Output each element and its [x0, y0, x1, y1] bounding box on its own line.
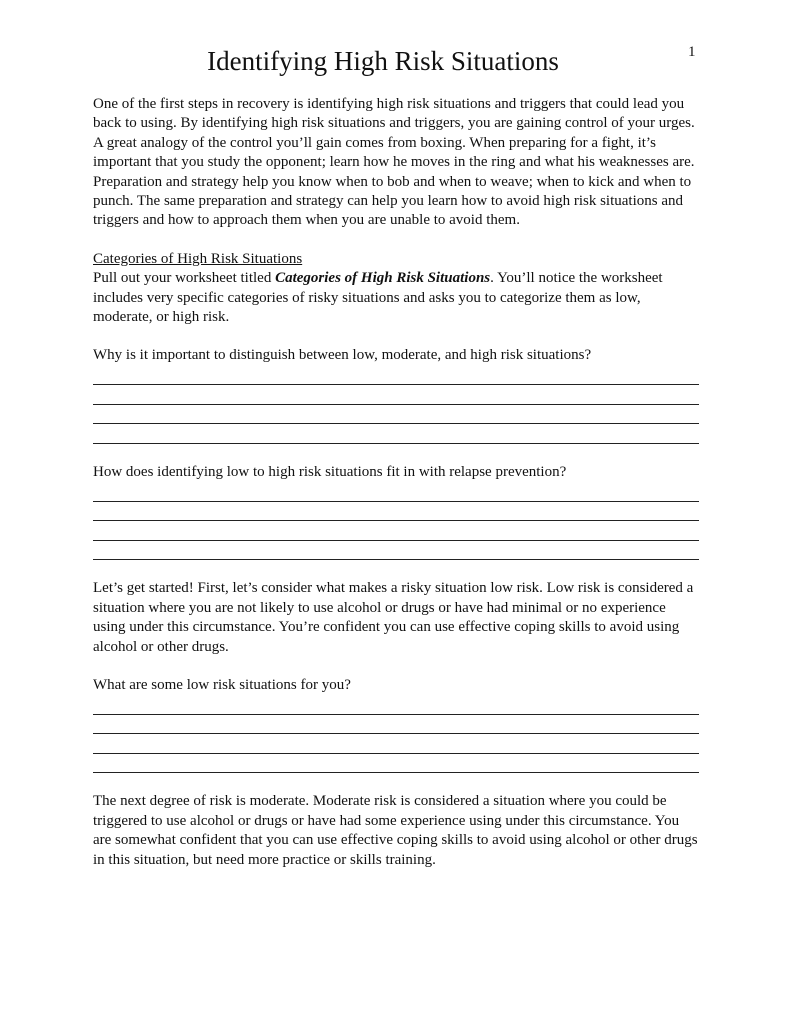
- intro-paragraph: One of the first steps in recovery is identifying high risk situations and triggers that could lead you back to using. By identifying high risk situations and triggers, you are gaining control of your urges. A great analogy of the control you’ll gain comes from boxing. When preparing for a fight, it’s important that you study the opponent; learn how he moves in the ring and what his weaknesses are. Preparation and strategy help you know when to bob and when to weave; when to kick and when to punch. The same preparation and strategy can help you learn how to avoid high risk situations and triggers and how to approach them when you are unable to avoid them.: [93, 96, 695, 229]
- categories-paragraph: [93, 269, 699, 327]
- moderate-risk-paragraph: The next degree of risk is moderate. Moderate risk is considered a situation where you could be triggered to use alcohol or drugs or have had some experience using under this circumstance. You are somewhat confident that you can use effective coping skills to avoid using alcohol or other drugs in this situation, but need more practice or skills training.: [93, 793, 698, 868]
- answer-line[interactable]: [93, 695, 699, 715]
- page-number: 1: [688, 44, 696, 60]
- question-3: What are some low risk situations for you?: [93, 676, 351, 693]
- answer-line[interactable]: [93, 502, 699, 522]
- categories-heading: Categories of High Risk Situations: [93, 250, 303, 267]
- page-title: Identifying High Risk Situations: [207, 46, 559, 76]
- low-risk-paragraph: Let’s get started! First, let’s consider what makes a risky situation low risk. Low risk is considered a situation where you are not likely to use alcohol or drugs or have had minimal or no experience using under this circumstance. You’re confident you can use effective coping skills to avoid using alcohol or other drugs.: [93, 580, 694, 655]
- answer-line[interactable]: [93, 366, 699, 386]
- question-1: Why is it important to distinguish between low, moderate, and high risk situations?: [93, 347, 592, 364]
- answer-line[interactable]: [93, 424, 699, 444]
- answer-lines-2[interactable]: [93, 482, 699, 560]
- answer-line[interactable]: [93, 385, 699, 405]
- answer-lines-1[interactable]: [93, 366, 699, 444]
- answer-line[interactable]: [93, 754, 699, 774]
- answer-line[interactable]: [93, 541, 699, 561]
- question-2: How does identifying low to high risk situations fit in with relapse prevention?: [93, 463, 567, 480]
- answer-line[interactable]: [93, 521, 699, 541]
- answer-line[interactable]: [93, 715, 699, 735]
- categories-text-before: Pull out your worksheet titled: [93, 270, 276, 287]
- answer-line[interactable]: [93, 405, 699, 425]
- answer-lines-3[interactable]: [93, 695, 699, 773]
- document-body: [93, 95, 699, 870]
- answer-line[interactable]: [93, 482, 699, 502]
- answer-line[interactable]: [93, 734, 699, 754]
- categories-text-after: . You’ll notice the worksheet includes very specific categories of risky situations and asks you to categorize them as low, moderate, or high risk.: [93, 270, 663, 326]
- worksheet-title: Categories of High Risk Situations: [275, 270, 491, 287]
